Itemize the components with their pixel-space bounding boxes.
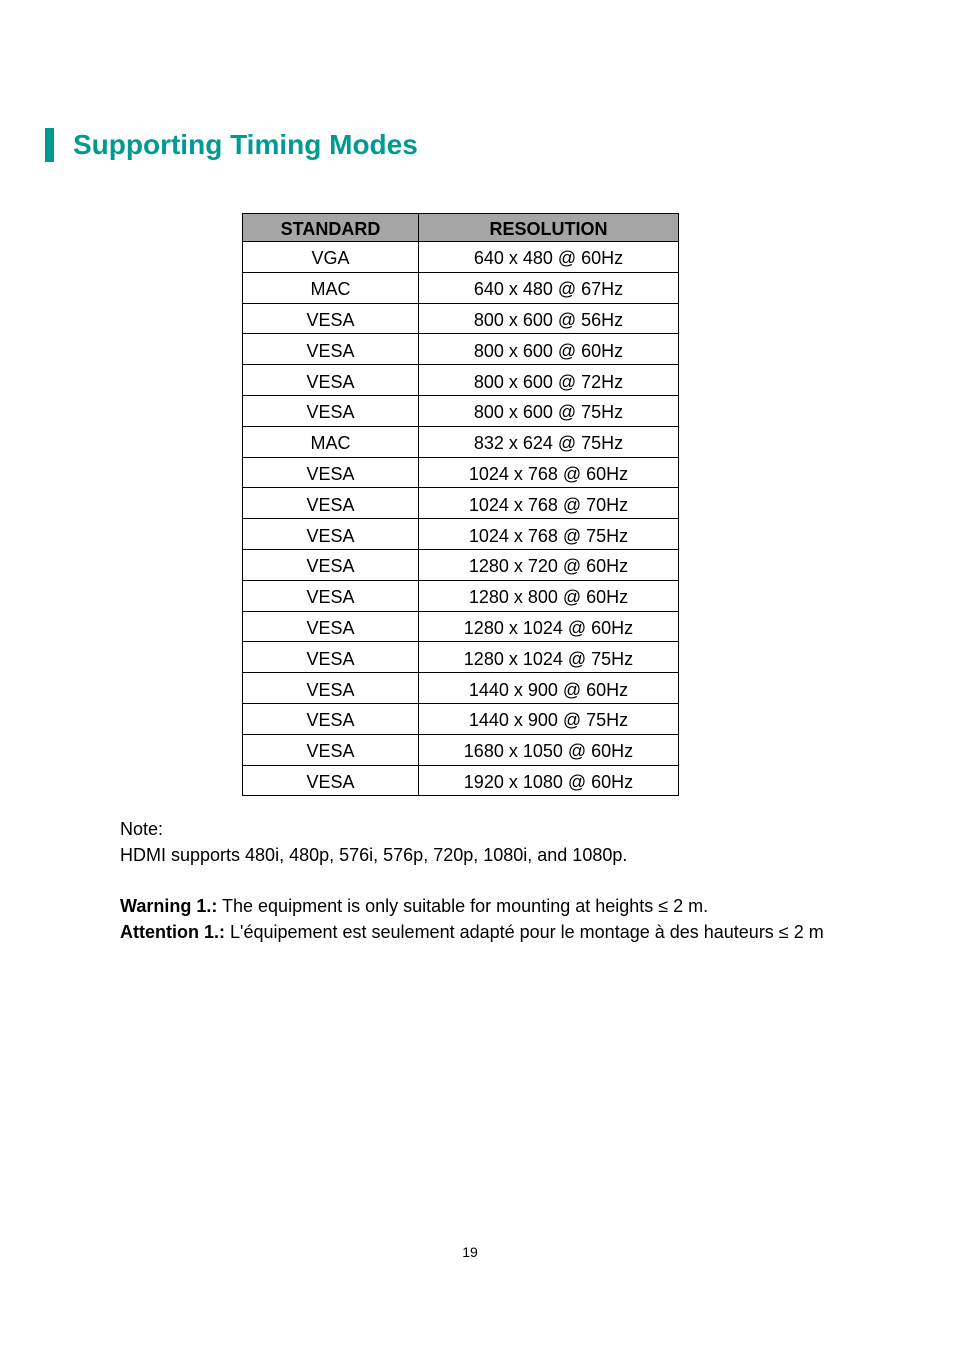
page-number: 19 bbox=[462, 1244, 478, 1260]
resolution-cell: 1680 x 1050 @ 60Hz bbox=[419, 734, 679, 765]
table-row bbox=[243, 488, 679, 519]
standard-cell: MAC bbox=[243, 426, 419, 457]
standard-cell: VESA bbox=[243, 303, 419, 334]
resolution-cell: 800 x 600 @ 56Hz bbox=[419, 303, 679, 334]
table-row bbox=[243, 426, 679, 457]
resolution-cell: 640 x 480 @ 60Hz bbox=[419, 242, 679, 273]
heading-accent-bar bbox=[45, 128, 54, 162]
standard-cell: VGA bbox=[243, 242, 419, 273]
resolution-cell: 800 x 600 @ 60Hz bbox=[419, 334, 679, 365]
resolution-cell: 1024 x 768 @ 60Hz bbox=[419, 457, 679, 488]
table-row bbox=[243, 611, 679, 642]
table-row bbox=[243, 395, 679, 426]
resolution-cell: 800 x 600 @ 75Hz bbox=[419, 395, 679, 426]
note-label: Note: bbox=[120, 819, 164, 839]
standard-cell: VESA bbox=[243, 642, 419, 673]
resolution-cell: 1440 x 900 @ 75Hz bbox=[419, 703, 679, 734]
warning-line bbox=[120, 893, 824, 919]
standard-cell: VESA bbox=[243, 580, 419, 611]
resolution-cell: 1280 x 1024 @ 75Hz bbox=[419, 642, 679, 673]
table-row bbox=[243, 242, 679, 273]
resolution-cell: 800 x 600 @ 72Hz bbox=[419, 365, 679, 396]
standard-cell: VESA bbox=[243, 703, 419, 734]
column-header-resolution: RESOLUTION bbox=[419, 214, 679, 242]
table-row bbox=[243, 673, 679, 704]
table-header-row bbox=[243, 214, 679, 242]
table-row bbox=[243, 703, 679, 734]
table-row bbox=[243, 272, 679, 303]
section-heading bbox=[45, 127, 418, 163]
notes-section bbox=[120, 816, 824, 945]
standard-cell: VESA bbox=[243, 365, 419, 396]
standard-cell: MAC bbox=[243, 272, 419, 303]
warning-text: The equipment is only suitable for mounting at heights ≤ 2 m. bbox=[217, 896, 709, 916]
resolution-cell: 1280 x 800 @ 60Hz bbox=[419, 580, 679, 611]
resolution-cell: 1280 x 720 @ 60Hz bbox=[419, 549, 679, 580]
standard-cell: VESA bbox=[243, 519, 419, 550]
standard-cell: VESA bbox=[243, 334, 419, 365]
table-row bbox=[243, 642, 679, 673]
standard-cell: VESA bbox=[243, 734, 419, 765]
table-row bbox=[243, 365, 679, 396]
warning-label: Warning 1.: bbox=[120, 896, 218, 916]
standard-cell: VESA bbox=[243, 765, 419, 796]
standard-cell: VESA bbox=[243, 611, 419, 642]
standard-cell: VESA bbox=[243, 395, 419, 426]
table-row bbox=[243, 549, 679, 580]
table-row bbox=[243, 519, 679, 550]
standard-cell: VESA bbox=[243, 457, 419, 488]
attention-text: L'équipement est seulement adapté pour le montage à des hauteurs ≤ 2 m bbox=[225, 922, 824, 942]
table-row bbox=[243, 334, 679, 365]
attention-label: Attention 1.: bbox=[120, 922, 225, 942]
resolution-cell: 1440 x 900 @ 60Hz bbox=[419, 673, 679, 704]
resolution-cell: 1920 x 1080 @ 60Hz bbox=[419, 765, 679, 796]
table-row bbox=[243, 457, 679, 488]
table-row bbox=[243, 765, 679, 796]
resolution-cell: 640 x 480 @ 67Hz bbox=[419, 272, 679, 303]
timing-modes-table bbox=[242, 213, 679, 796]
page-title: Supporting Timing Modes bbox=[73, 129, 418, 160]
attention-line bbox=[120, 919, 824, 945]
table-body bbox=[243, 242, 679, 796]
table-row bbox=[243, 734, 679, 765]
table-row bbox=[243, 303, 679, 334]
column-header-standard: STANDARD bbox=[243, 214, 419, 242]
resolution-cell: 1024 x 768 @ 70Hz bbox=[419, 488, 679, 519]
resolution-cell: 832 x 624 @ 75Hz bbox=[419, 426, 679, 457]
standard-cell: VESA bbox=[243, 673, 419, 704]
resolution-cell: 1280 x 1024 @ 60Hz bbox=[419, 611, 679, 642]
table-row bbox=[243, 580, 679, 611]
hdmi-note: HDMI supports 480i, 480p, 576i, 576p, 720p, 1080i, and 1080p. bbox=[120, 845, 628, 865]
resolution-cell: 1024 x 768 @ 75Hz bbox=[419, 519, 679, 550]
standard-cell: VESA bbox=[243, 549, 419, 580]
standard-cell: VESA bbox=[243, 488, 419, 519]
